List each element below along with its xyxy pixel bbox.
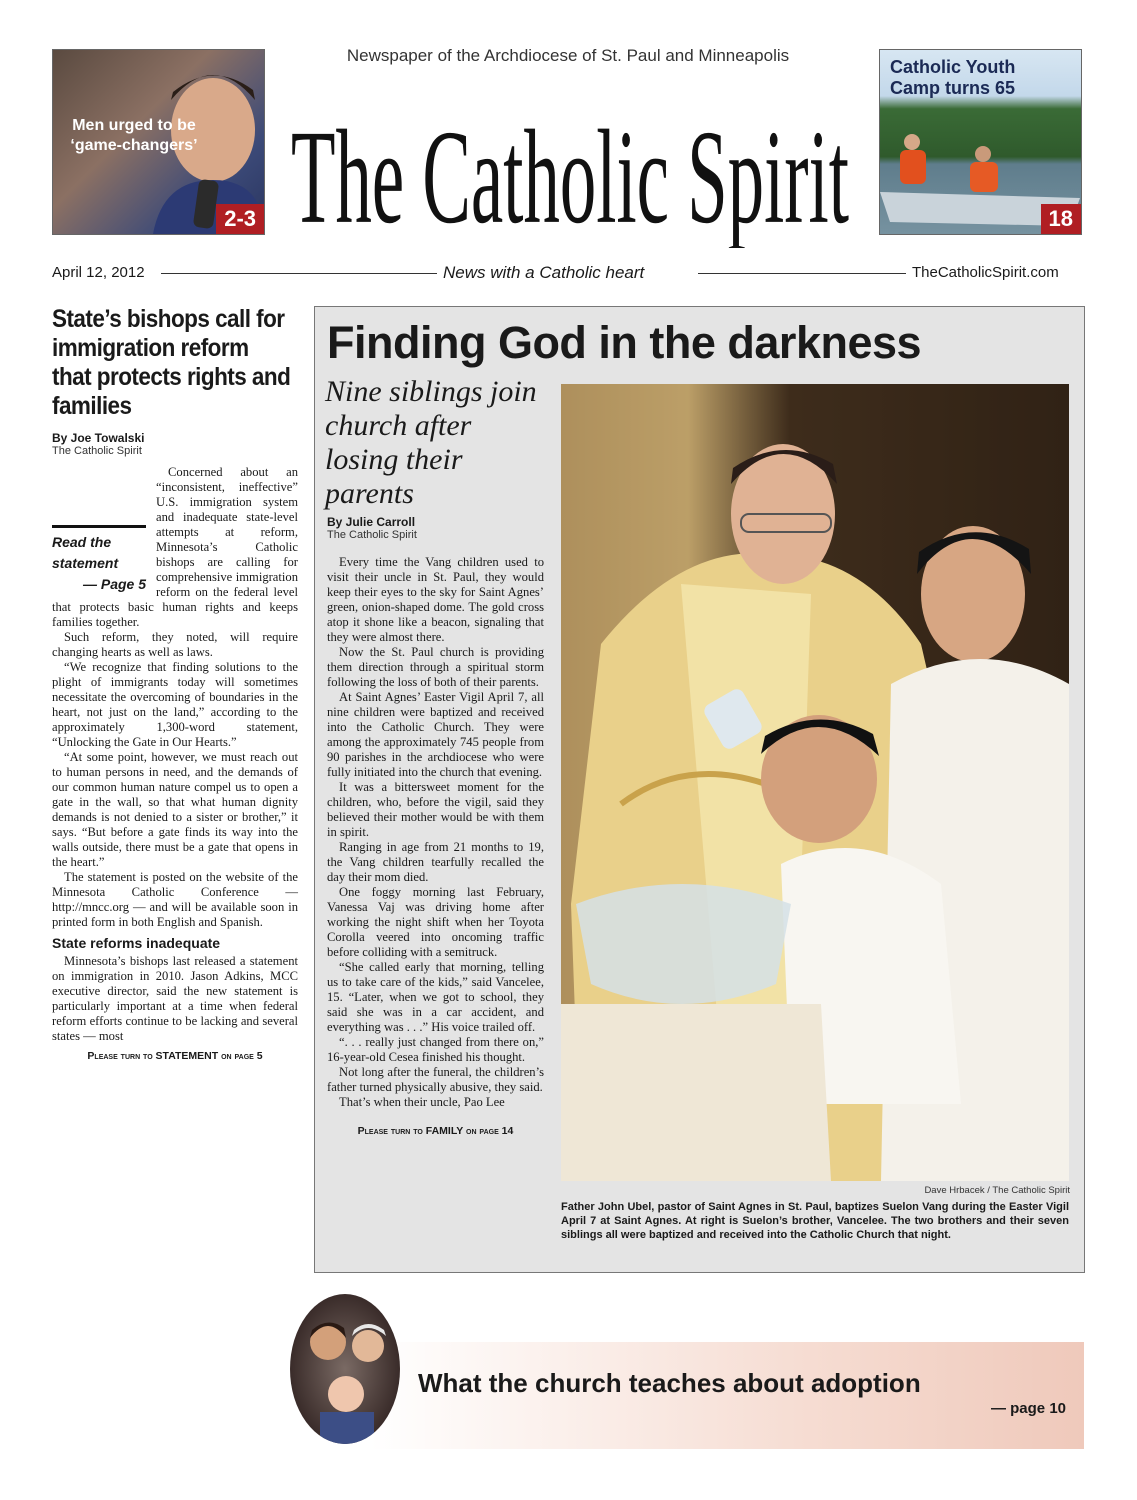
- photo-credit: Dave Hrbacek / The Catholic Spirit: [924, 1185, 1070, 1196]
- main-feature-box: [314, 306, 1085, 1273]
- teaser-left-text: Men urged to be ‘game-changers’: [70, 117, 198, 154]
- main-turn-page[interactable]: Please turn to FAMILY on page 14: [357, 1125, 514, 1137]
- left-turn-page[interactable]: Please turn to STATEMENT on page 5: [87, 1050, 263, 1062]
- main-para-2: Now the St. Paul church is providing them direction through a spiritual storm following the loss of both of their parents.: [327, 645, 544, 689]
- main-photo[interactable]: [561, 384, 1069, 1181]
- left-para-6: Minnesota’s bishops last released a statement on immigration in 2010. Jason Adkins, MCC executive director, said the new statement is particularly important at a time when federal reform efforts continue to be lacking and several states — most: [52, 954, 298, 1043]
- main-article-body: [327, 555, 544, 1139]
- photo-caption: Father John Ubel, pastor of Saint Agnes in St. Paul, baptizes Suelon Vang during the Easter Vigil April 7 at Saint Agnes. At right is Suelon’s brother, Vancelee. The two brothers and their seven siblings all were baptized and received into the Catholic Church that night.: [561, 1201, 1069, 1241]
- left-article: [52, 305, 298, 1062]
- main-para-8: “. . . really just changed from there on,” 16-year-old Cesea finished his thought.: [327, 1035, 544, 1064]
- left-para-4: “At some point, however, we must reach out to human persons in need, and the demands of our common human nature compel us to open a gate in the wall, so that what human dignity demands is not denied to a sister or brother,” it says. “But before a gate finds its way into the walls outside, there must be a gate that opens in the heart.”: [52, 750, 298, 869]
- teaser-left[interactable]: [52, 49, 265, 235]
- masthead-title[interactable]: [288, 98, 853, 248]
- family-photo: [290, 1294, 400, 1444]
- left-subhead: State reforms inadequate: [52, 935, 221, 951]
- left-article-byline: By Joe Towalski: [52, 431, 145, 445]
- left-article-credit: The Catholic Spirit: [52, 445, 142, 457]
- main-deck: Nine siblings join church after losing their parents: [325, 375, 537, 510]
- main-para-10: That’s when their uncle, Pao Lee: [339, 1095, 505, 1109]
- main-headline[interactable]: Finding God in the darkness: [327, 317, 922, 368]
- left-article-body: [52, 465, 298, 1044]
- bottom-banner-text: What the church teaches about adoption: [418, 1368, 921, 1398]
- pullquote-line1: Read the: [52, 534, 112, 550]
- left-article-headline[interactable]: State’s bishops call for immigration reform that protects rights and families: [52, 305, 291, 420]
- main-credit: The Catholic Spirit: [327, 529, 417, 541]
- masthead-title-text: The Catholic Spirit: [291, 103, 849, 248]
- teaser-right[interactable]: [879, 49, 1082, 235]
- main-para-4: It was a bittersweet moment for the children, who, before the vigil, said they believed their mother would be with them in spirit.: [327, 780, 544, 839]
- left-para-5: The statement is posted on the website of the Minnesota Catholic Conference — http://mncc.org — and will be available soon in printed form in both English and Spanish.: [52, 870, 298, 929]
- teaser-right-text: Catholic Youth Camp turns 65: [890, 57, 1016, 98]
- main-para-7: “She called early that morning, telling us to take care of the kids,” said Vancelee, 15. “Later, when we got to school, they said she was in a car accident, and everything was . . .” His voice trailed off.: [327, 960, 544, 1034]
- left-para-1: Concerned about an “inconsistent, ineffective” U.S. immigration system and inadequate state-level attempts at reform, Minnesota’s Catholic bishops are calling for comprehensive immigration reform on the federal level that protects basic human rights and keeps families together.: [52, 465, 298, 629]
- dateline-rule-right: [698, 273, 906, 274]
- main-para-3: At Saint Agnes’ Easter Vigil April 7, all nine children were baptized and received into the Catholic Church. They were among the approximately 745 people from 90 parishes in the archdiocese who were fully initiated into the church that evening.: [327, 690, 544, 779]
- left-para-2: Such reform, they noted, will require changing hearts as well as laws.: [52, 630, 298, 659]
- website-link[interactable]: TheCatholicSpirit.com: [912, 264, 1059, 281]
- dateline-rule-left: [161, 273, 437, 274]
- pullquote[interactable]: [52, 525, 146, 595]
- issue-date: April 12, 2012: [52, 264, 145, 281]
- main-para-1: Every time the Vang children used to visit their uncle in St. Paul, they would keep their eyes to the sky for Saint Agnes’ green, onion-shaped dome. The gold cross atop it shone like a beacon, signaling that they were almost there.: [327, 555, 544, 644]
- masthead-tagline: Newspaper of the Archdiocese of St. Paul and Minneapolis: [346, 46, 790, 65]
- family-photo-illustration: [290, 1294, 400, 1444]
- pullquote-line2: statement: [52, 555, 119, 571]
- pullquote-line3: — Page 5: [82, 576, 146, 592]
- main-byline-block: [327, 515, 547, 541]
- main-para-6: One foggy morning last February, Vanessa Vaj was driving home after working the night shift when her Toyota Corolla veered into oncoming traffic before colliding with a semitruck.: [327, 885, 544, 959]
- teaser-right-page: 18: [1041, 204, 1081, 234]
- bottom-banner[interactable]: [290, 1292, 1084, 1449]
- bottom-banner-page: — page 10: [990, 1400, 1066, 1417]
- baptism-photo-illustration: [561, 384, 1069, 1181]
- main-para-5: Ranging in age from 21 months to 19, the Vang children tearfully recalled the day their mom died.: [327, 840, 544, 884]
- slogan: News with a Catholic heart: [443, 263, 645, 282]
- teaser-left-page: 2-3: [216, 204, 264, 234]
- main-byline: By Julie Carroll: [327, 515, 416, 529]
- left-para-3: “We recognize that finding solutions to the plight of immigrants today will sometimes necessitate the overcoming of boundaries in the heart, not just on the land,” according to the approximately 1,300-word statement, “Unlocking the Gate in Our Hearts.”: [52, 660, 298, 749]
- main-para-9: Not long after the funeral, the children’s father turned physically abusive, they said.: [327, 1065, 544, 1094]
